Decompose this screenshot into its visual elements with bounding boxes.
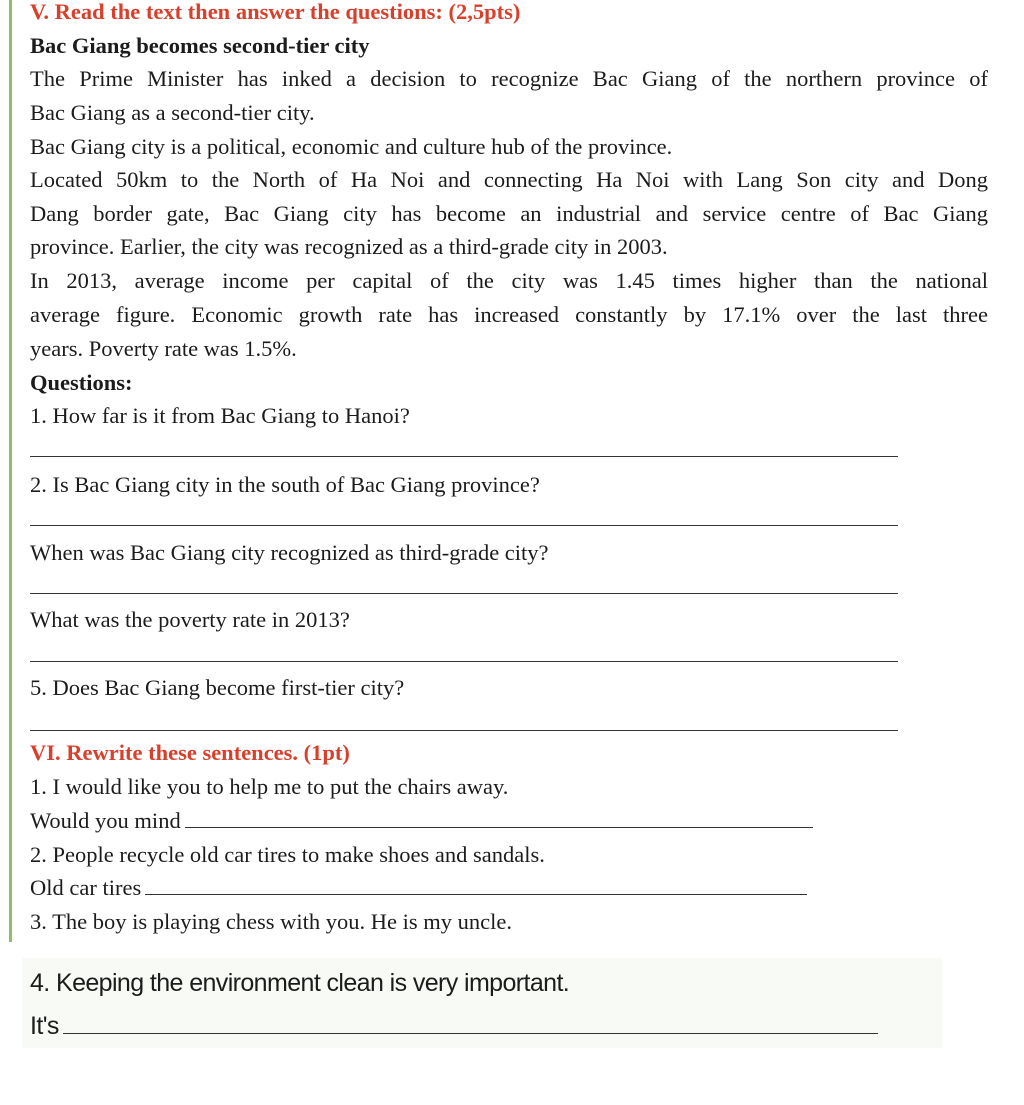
answer-line-1[interactable] <box>30 456 898 457</box>
answer-line-5[interactable] <box>30 730 898 731</box>
question-2: 2. Is Bac Giang city in the south of Bac Giang province? <box>30 472 540 497</box>
paragraph-line: province. Earlier, the city was recognized as a third-grade city in 2003. <box>30 234 668 259</box>
question-4: What was the poverty rate in 2013? <box>30 607 350 632</box>
rewrite-answer-4[interactable] <box>63 1011 878 1034</box>
questions-label: Questions: <box>30 370 133 395</box>
prompt-text: Old car tires <box>30 875 142 900</box>
rewrite-prompt-1 <box>30 806 813 836</box>
rewrite-sentence-1: 1. I would like you to help me to put the chairs away. <box>30 774 509 799</box>
answer-line-3[interactable] <box>30 593 898 594</box>
rewrite-prompt-2 <box>30 873 807 903</box>
rewrite-sentence-4: 4. Keeping the environment clean is very important. <box>30 969 570 997</box>
rewrite-sentence-3: 3. The boy is playing chess with you. He is my uncle. <box>30 909 513 934</box>
paragraph-line: In 2013, average income per capital of the city was 1.45 times higher than the national <box>30 268 988 293</box>
answer-line-2[interactable] <box>30 525 898 526</box>
question-5: 5. Does Bac Giang become first-tier city? <box>30 675 405 700</box>
paragraph-line: Located 50km to the North of Ha Noi and connecting Ha Noi with Lang Son city and Dong <box>30 167 988 192</box>
rewrite-answer-1[interactable] <box>185 809 813 828</box>
paragraph-line: The Prime Minister has inked a decision to recognize Bac Giang of the northern province of <box>30 66 988 91</box>
question-1: 1. How far is it from Bac Giang to Hanoi? <box>30 403 410 428</box>
prompt-text: Would you mind <box>30 808 181 833</box>
paragraph-line: Dang border gate, Bac Giang city has become an industrial and service centre of Bac Giang <box>30 201 988 226</box>
rewrite-answer-2[interactable] <box>145 876 807 895</box>
margin-rule <box>9 0 12 942</box>
rewrite-prompt-4 <box>30 1010 878 1042</box>
section-v-heading: V. Read the text then answer the questions: (2,5pts) <box>30 0 521 24</box>
answer-line-4[interactable] <box>30 661 898 662</box>
rewrite-sentence-2: 2. People recycle old car tires to make shoes and sandals. <box>30 842 545 867</box>
section-vi-heading: VI. Rewrite these sentences. (1pt) <box>30 740 350 765</box>
paragraph-line: average figure. Economic growth rate has increased constantly by 17.1% over the last three <box>30 302 988 327</box>
paragraph-line: Bac Giang as a second-tier city. <box>30 100 315 125</box>
question-3: When was Bac Giang city recognized as third-grade city? <box>30 540 549 565</box>
prompt-text: It's <box>30 1012 59 1040</box>
paragraph-line: years. Poverty rate was 1.5%. <box>30 336 297 361</box>
article-title: Bac Giang becomes second-tier city <box>30 33 370 58</box>
paragraph-line: Bac Giang city is a political, economic and culture hub of the province. <box>30 134 673 159</box>
